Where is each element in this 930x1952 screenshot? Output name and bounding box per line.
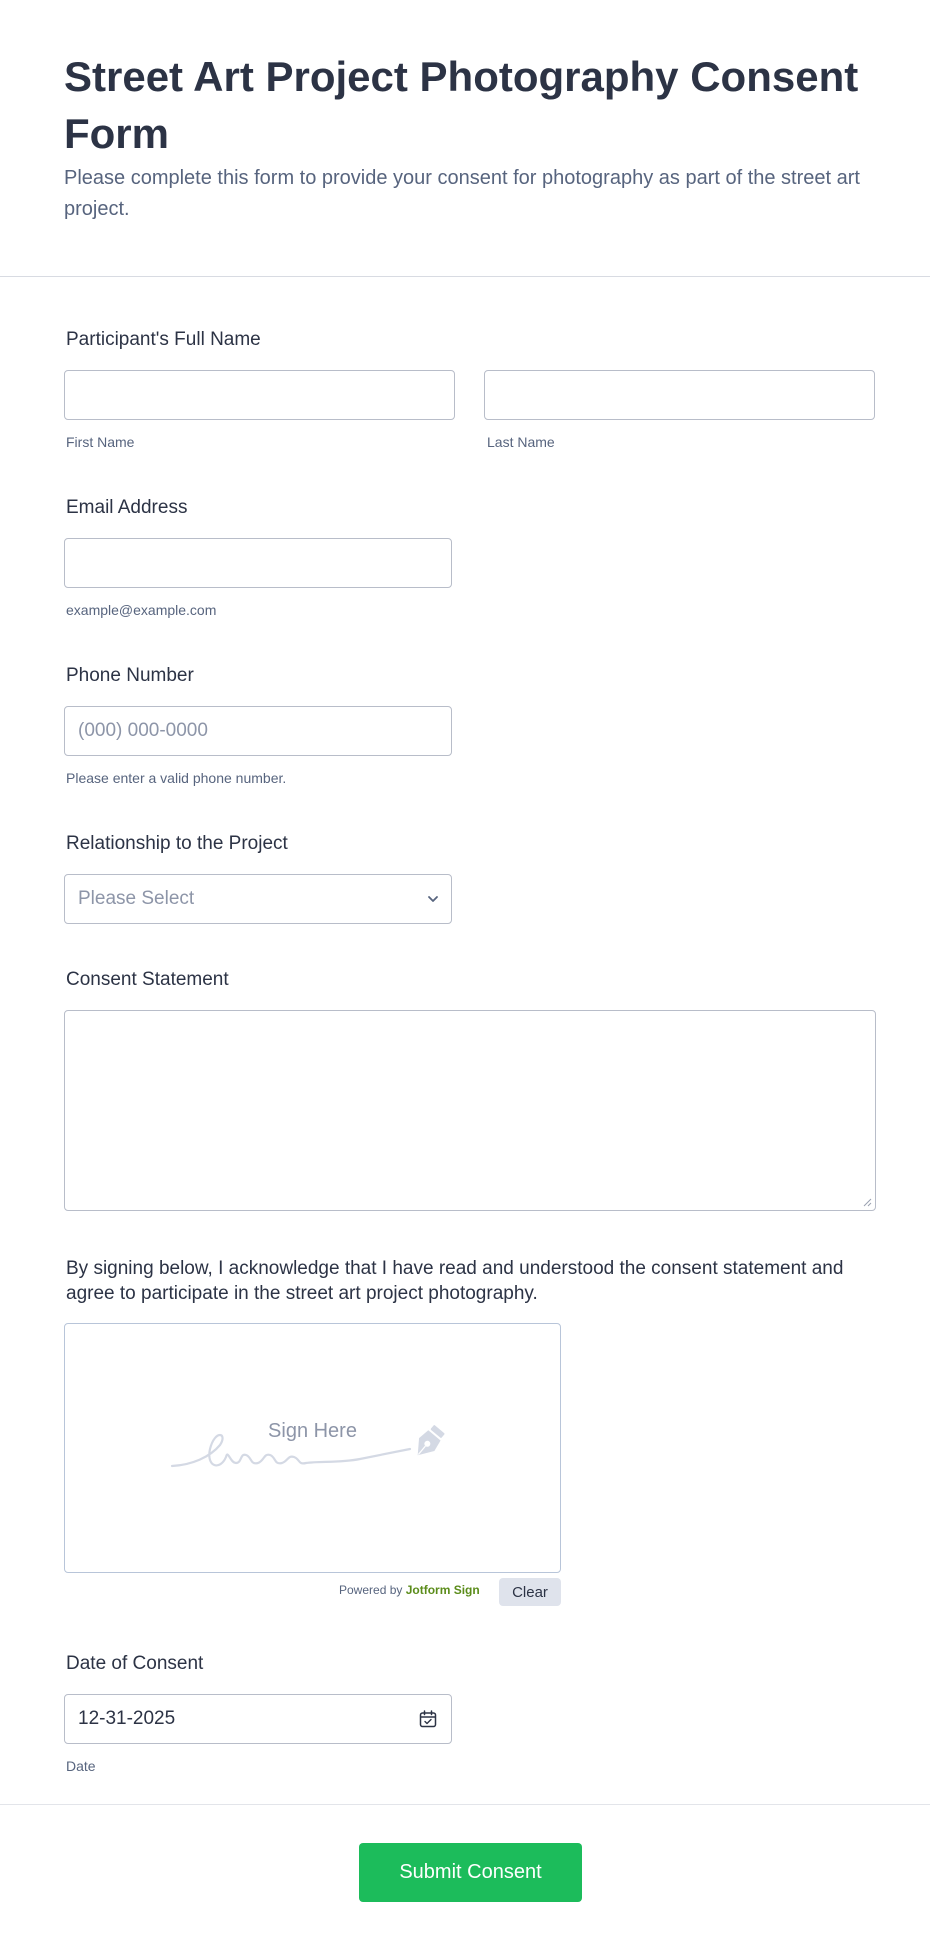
email-input[interactable] <box>64 538 452 588</box>
pen-nib-icon <box>410 1423 447 1462</box>
chevron-down-icon <box>427 893 439 905</box>
date-value: 12-31-2025 <box>78 1708 176 1729</box>
jotform-sign-brand: Jotform Sign <box>405 1583 480 1597</box>
calendar-icon[interactable] <box>418 1709 438 1729</box>
phone-placeholder: (000) 000-0000 <box>78 720 208 741</box>
email-sublabel: example@example.com <box>66 602 217 618</box>
signature-question: By signing below, I acknowledge that I have read and understood the consent statement and agree to participate in the street art project photography. <box>66 1258 844 1304</box>
signature-pad[interactable] <box>64 1323 561 1573</box>
submit-consent-button[interactable]: Submit Consent <box>359 1843 582 1902</box>
date-sublabel: Date <box>66 1758 96 1774</box>
phone-input[interactable] <box>64 706 452 756</box>
first-name-sublabel: First Name <box>66 434 135 450</box>
signature-illustration <box>170 1419 460 1489</box>
last-name-input[interactable] <box>484 370 875 420</box>
clear-signature-button[interactable]: Clear <box>499 1578 561 1606</box>
powered-by-text: Powered by Jotform Sign <box>339 1583 480 1597</box>
relationship-label: Relationship to the Project <box>66 833 288 854</box>
phone-label: Phone Number <box>66 665 194 686</box>
last-name-sublabel: Last Name <box>487 434 555 450</box>
signature-placeholder: Sign Here <box>268 1420 357 1442</box>
consent-textarea[interactable] <box>64 1010 876 1211</box>
consent-label: Consent Statement <box>66 969 229 990</box>
date-label: Date of Consent <box>66 1653 204 1674</box>
footer-divider <box>0 1804 930 1805</box>
page-title: Street Art Project Photography Consent Form <box>64 53 859 157</box>
relationship-selected-value: Please Select <box>78 888 195 909</box>
phone-sublabel: Please enter a valid phone number. <box>66 770 287 786</box>
resize-handle-icon[interactable] <box>862 1197 872 1207</box>
date-input[interactable] <box>64 1694 452 1744</box>
email-label: Email Address <box>66 497 188 518</box>
full-name-label: Participant's Full Name <box>66 329 261 350</box>
form-header <box>0 0 930 277</box>
first-name-input[interactable] <box>64 370 455 420</box>
page-subtitle: Please complete this form to provide your consent for photography as part of the street art project. <box>64 167 860 220</box>
relationship-select[interactable] <box>64 874 452 924</box>
